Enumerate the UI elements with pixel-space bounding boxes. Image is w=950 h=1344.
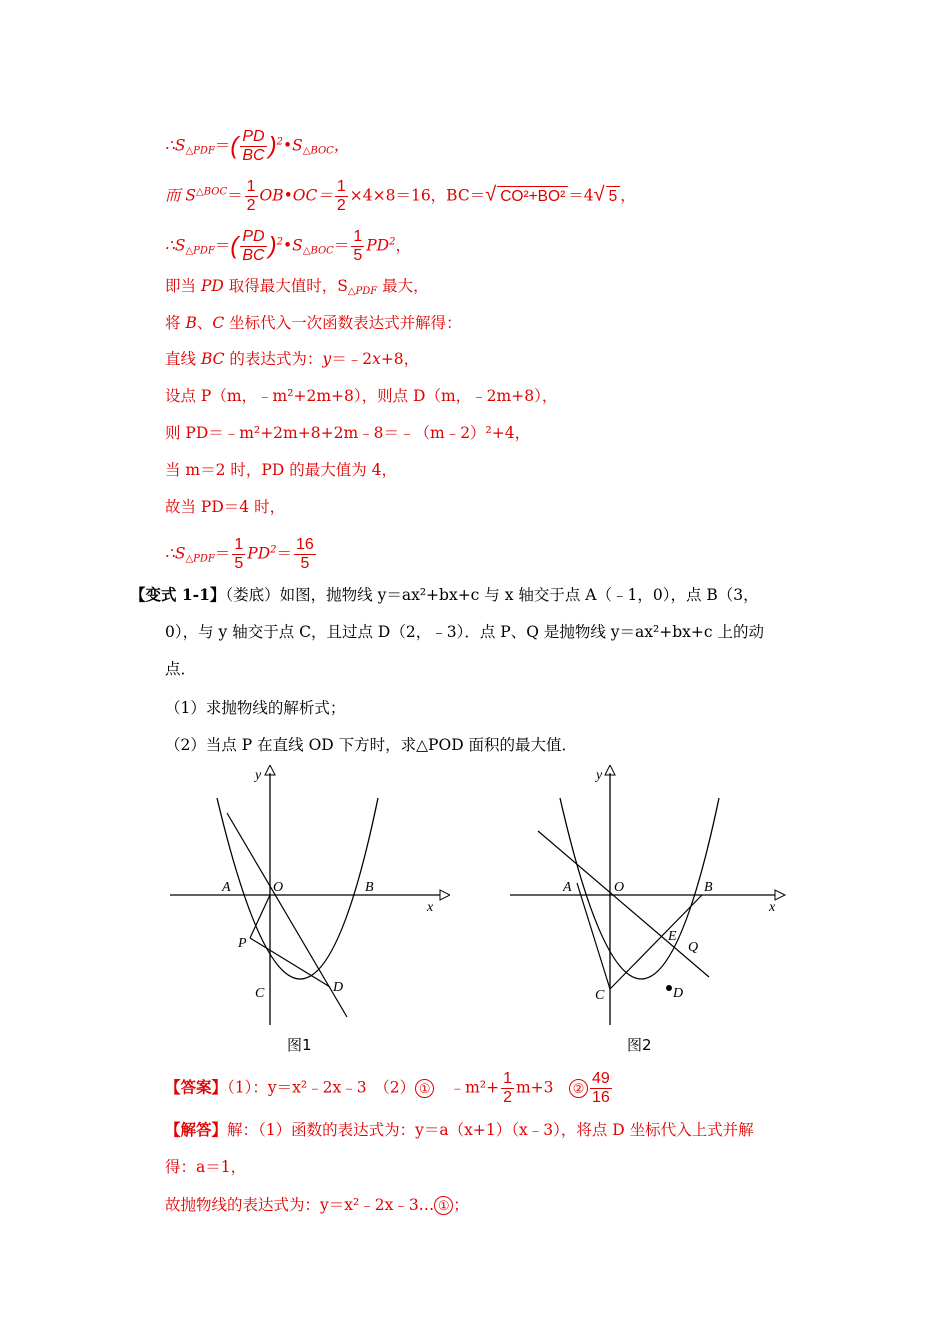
segment-po bbox=[250, 895, 270, 938]
label-a: A bbox=[563, 880, 572, 895]
label-d: D bbox=[333, 980, 344, 995]
label-y: y bbox=[255, 768, 262, 783]
solution-line-11: $\therefore S_{\triangle PDF}=$ $\frac{1}{5}$ $PD^2=$ $\frac{16}{5}$ bbox=[165, 536, 314, 572]
line-through-o bbox=[538, 831, 709, 977]
label-b: B bbox=[365, 880, 374, 895]
label-e: E bbox=[668, 929, 677, 944]
sqrt-radicand: CO²+BO² bbox=[497, 186, 568, 207]
label-d: D bbox=[673, 986, 684, 1001]
label-b: B bbox=[704, 880, 713, 895]
label-q: Q bbox=[688, 940, 699, 955]
label-x: x bbox=[427, 900, 434, 915]
circle-1-icon: ① bbox=[434, 1196, 453, 1215]
problem-line-2: 0），与 y 轴交于点 C，且过点 D（2，﹣3）．点 P、Q 是抛物线 y＝ax²+bx+c 上的动 bbox=[165, 623, 764, 641]
question-2: （2）当点 P 在直线 OD 下方时，求△POD 面积的最大值． bbox=[165, 736, 578, 754]
solution-line-6: 直线 BC 的表达式为：y＝﹣2x+8， bbox=[165, 350, 420, 368]
x-arrow-icon bbox=[440, 890, 450, 900]
figure-2-caption: 图2 bbox=[627, 1036, 652, 1054]
label-p: P bbox=[238, 936, 247, 951]
solution-line-1: $\therefore S_{\triangle PDF}=$( $\frac{PD}{BC}$ )$^2•S_{\triangle BOC}$， bbox=[165, 128, 350, 164]
label-y: y bbox=[596, 768, 603, 783]
circle-2-icon: ② bbox=[569, 1079, 588, 1098]
x-arrow-icon bbox=[775, 890, 785, 900]
fraction-pd-bc: $\frac{PD}{BC}$ bbox=[242, 128, 265, 164]
label-c: C bbox=[255, 986, 265, 1001]
problem-line-3: 点． bbox=[165, 660, 197, 678]
solution-line-2: 而 $S^{\triangle BOC}=$ $\frac{1}{2}$ OB•OC＝ $\frac{1}{2}$ ×4×8＝16，BC＝√ CO²+BO² ＝4√ 5 ， bbox=[165, 178, 636, 214]
figure-2 bbox=[505, 765, 790, 1030]
solution-line-10: 故当 PD＝4 时， bbox=[165, 498, 286, 516]
label-a: A bbox=[222, 880, 231, 895]
label-o: O bbox=[273, 880, 284, 895]
solution-line-7: 设点 P（m，﹣m²+2m+8），则点 D（m，﹣2m+8）， bbox=[165, 387, 558, 405]
point-d bbox=[666, 985, 672, 991]
solution-line-3: $\therefore S_{\triangle PDF}=$( $\frac{PD}{BC}$ )$^2•S_{\triangle BOC}=$ $\frac{1}{5}$ $PD^2$， bbox=[165, 228, 411, 264]
label-o: O bbox=[614, 880, 625, 895]
label-x: x bbox=[769, 900, 776, 915]
solution-line-9: 当 m＝2 时，PD 的最大值为 4， bbox=[165, 461, 397, 479]
problem-line-1: 【变式 1-1】（娄底）如图，抛物线 y＝ax²+bx+c 与 x 轴交于点 A（﹣1，0），点 B（3， bbox=[130, 585, 759, 604]
question-1: （1）求抛物线的解析式； bbox=[165, 699, 346, 717]
answer-line: 【答案】（1）：y＝x²﹣2x﹣3 （2） ① ﹣m²+ $\frac{1}{2}$ m+3 ② $\frac{49}{16}$ bbox=[165, 1070, 610, 1106]
solution-line-5: 将 B、C 坐标代入一次函数表达式并解得： bbox=[165, 314, 462, 332]
segment-pd bbox=[250, 938, 330, 987]
parabola bbox=[217, 798, 378, 979]
label-c: C bbox=[595, 988, 605, 1003]
solution-step-1: 【解答】解：（1）函数的表达式为：y＝a（x+1）（x﹣3），将点 D 坐标代入上式并解 bbox=[165, 1120, 754, 1139]
circle-1-icon: ① bbox=[415, 1079, 434, 1098]
solution-line-4: 即当 PD 取得最大值时，$S_{\triangle PDF}$ 最大， bbox=[165, 277, 429, 297]
solution-step-3: 故抛物线的表达式为：y＝x²﹣2x﹣3… ① ； bbox=[165, 1196, 469, 1214]
figure-1 bbox=[165, 765, 450, 1030]
segment-ac bbox=[577, 883, 610, 989]
figure-1-caption: 图1 bbox=[287, 1036, 312, 1054]
solution-line-8: 则 PD＝﹣m²+2m+8+2m﹣8＝﹣（m﹣2）²+4， bbox=[165, 424, 531, 442]
solution-step-2: 得：a＝1， bbox=[165, 1158, 247, 1176]
